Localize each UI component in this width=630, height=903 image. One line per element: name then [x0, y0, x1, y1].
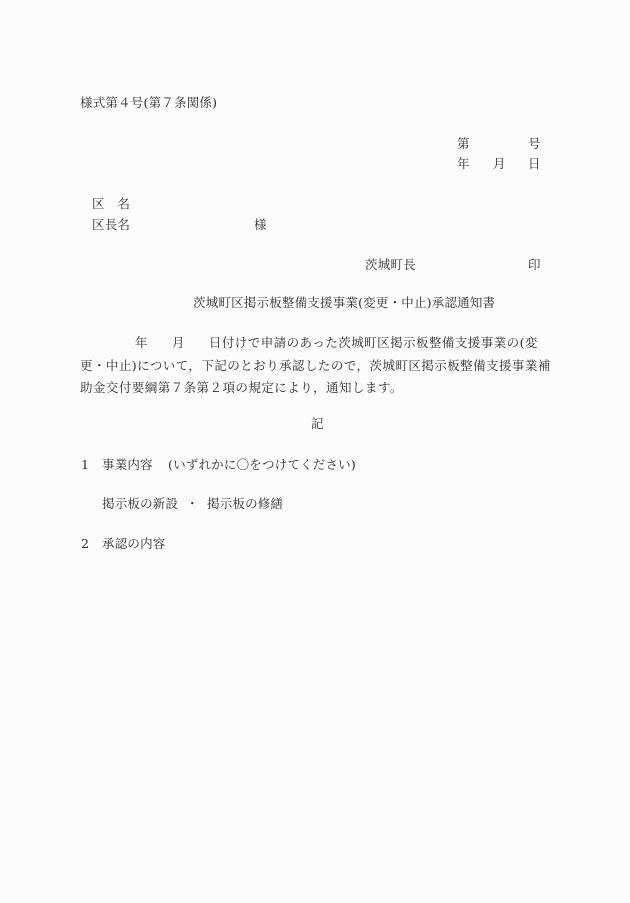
item-1-number: 1 — [81, 457, 90, 472]
district-name-label: 区 名 — [92, 196, 131, 211]
date-day: 日 — [528, 156, 541, 171]
option-repair[interactable]: 掲示板の修繕 — [207, 496, 284, 511]
body-text: 日付けで申請のあった茨城町区掲示板整備支援事業の(変更・中止)について，下記のとおり承認したので，茨城町区掲示板整備支援事業補助金交付要綱第７条第２項の規定により，通知します。 — [80, 335, 551, 395]
body-month: 月 — [171, 335, 185, 350]
date-month: 月 — [493, 156, 506, 171]
honorific: 様 — [254, 217, 267, 232]
note-heading: 記 — [311, 416, 324, 431]
item-1-instruction: (いずれかに〇をつけてください) — [168, 457, 356, 472]
option-new-installation[interactable]: 掲示板の新設 — [102, 496, 179, 511]
sender-name: 茨城町長 — [365, 257, 416, 272]
item-2-number: 2 — [81, 536, 90, 551]
option-separator: ・ — [186, 496, 199, 511]
number-prefix: 第 — [457, 136, 470, 151]
number-suffix: 号 — [528, 136, 541, 151]
document-title: 茨城町区掲示板整備支援事業(変更・中止)承認通知書 — [193, 295, 496, 310]
body-paragraph — [80, 332, 552, 400]
form-label: 様式第４号(第７条関係) — [80, 95, 218, 110]
item-2-label: 承認の内容 — [102, 536, 166, 551]
date-year: 年 — [457, 156, 470, 171]
seal-mark: 印 — [528, 257, 541, 272]
body-year: 年 — [135, 335, 148, 350]
item-1-label: 事業内容 — [102, 457, 153, 472]
district-chief-label: 区長名 — [92, 217, 131, 232]
